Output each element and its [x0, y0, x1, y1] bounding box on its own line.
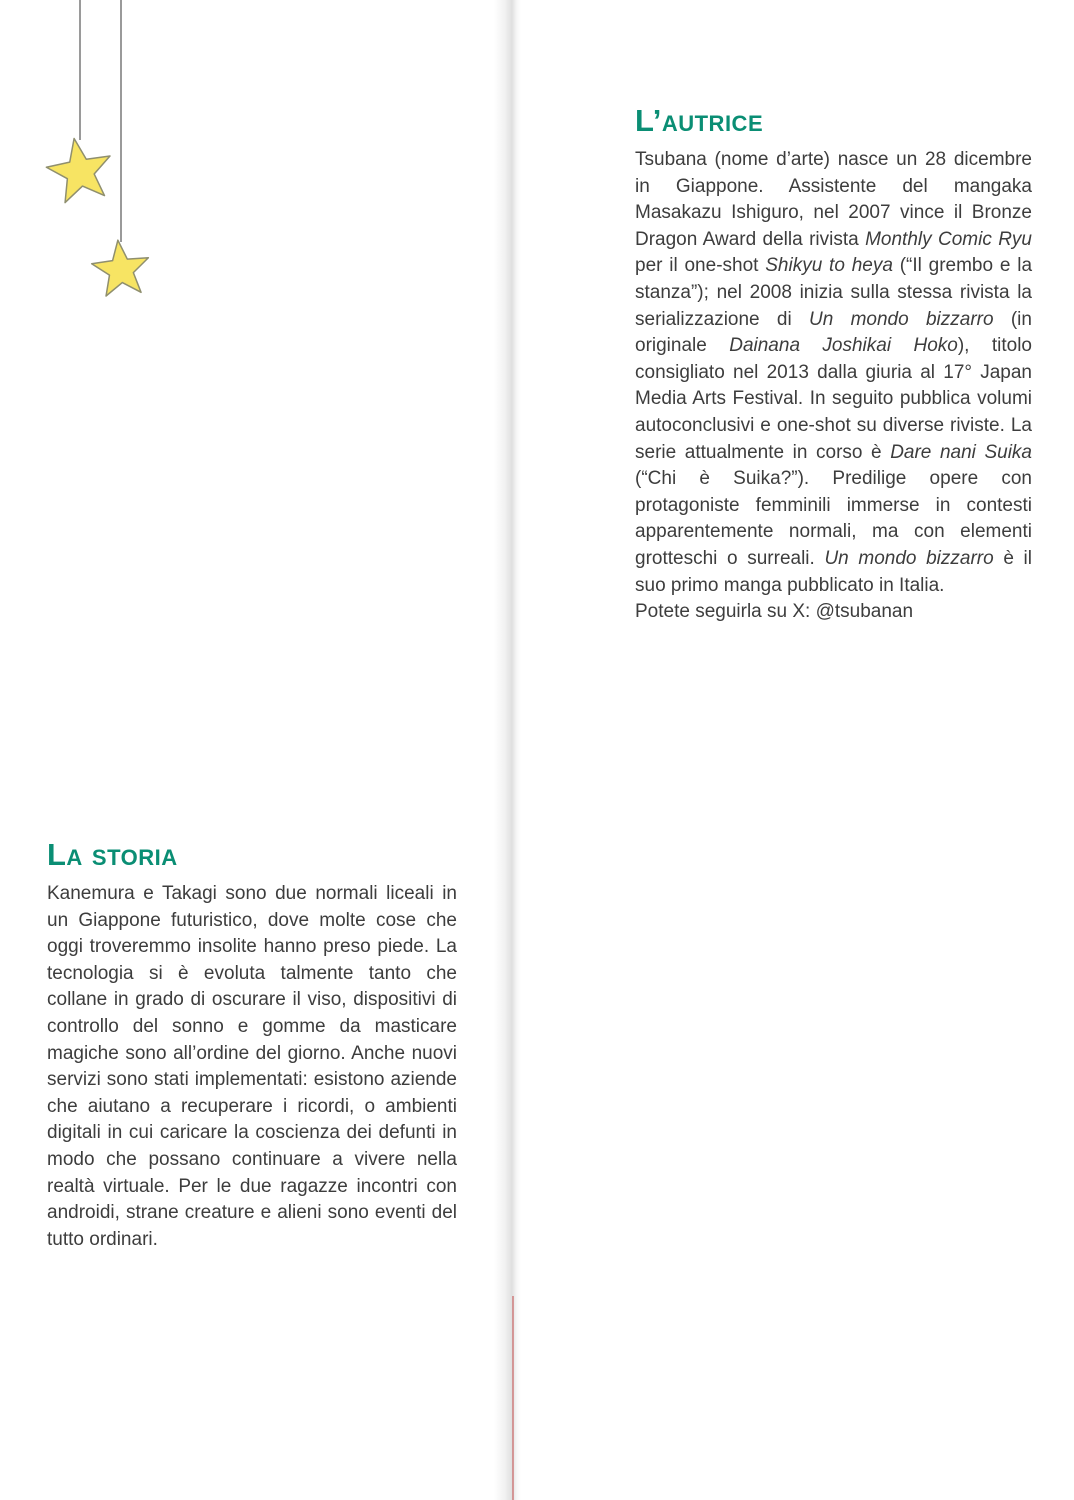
gutter-red-line [512, 1296, 514, 1500]
author-paragraph: Tsubana (nome d’arte) nasce un 28 dicembre in Giappone. Assistente del mangaka Masakazu Ishiguro, nel 2007 vince il Bronze Dragon Award della rivista Monthly Comic Ryu per il one-shot Shikyu to heya (“Il grembo e la stanza”); nel 2008 inizia sulla stessa rivista la serializzazione di Un mondo bizzarro (in originale Dainana Joshikai Hoko), titolo consigliato nel 2013 dalla giuria al 17° Japan Media Arts Festival. In seguito pubblica volumi autoconclusivi e one-shot su diverse riviste. La serie attualmente in corso è Dare nani Suika (“Chi è Suika?”). Predilige opere con protagoniste femminili immerse in contesti apparentemente normali, ma con elementi grotteschi o surreali. Un mondo bizzarro è il suo primo manga pubblicato in Italia. [635, 149, 1033, 596]
author-follow-line: Potete seguirla su X: @tsubanan [635, 601, 914, 623]
hanging-stars-decoration [0, 0, 220, 330]
story-paragraph: Kanemura e Takagi sono due normali liceali in un Giappone futuristico, dove molte cose che oggi troveremmo insolite hanno preso piede. La tecnologia si è evoluta talmente tanto che collane in grado di oscurare il viso, dispositivi di controllo del sonno e gomme da masticare magiche sono all’ordine del giorno. Anche nuovi servizi sono stati implementati: esistono aziende che aiutano a recuperare i ricordi, o ambienti digitali in cui caricare la coscienza dei defunti in modo che possano continuare a vivere nella realtà virtuale. Per le due ragazze incontri con androidi, strane creature e alieni sono eventi del tutto ordinari. [47, 883, 457, 1250]
page-gutter-divider [494, 0, 530, 1500]
author-section [635, 104, 1032, 626]
star-icon [42, 133, 116, 205]
story-section [47, 838, 457, 1253]
author-heading: L’autrice [635, 103, 764, 138]
story-heading: La storia [47, 837, 178, 872]
star-icon [90, 237, 152, 297]
